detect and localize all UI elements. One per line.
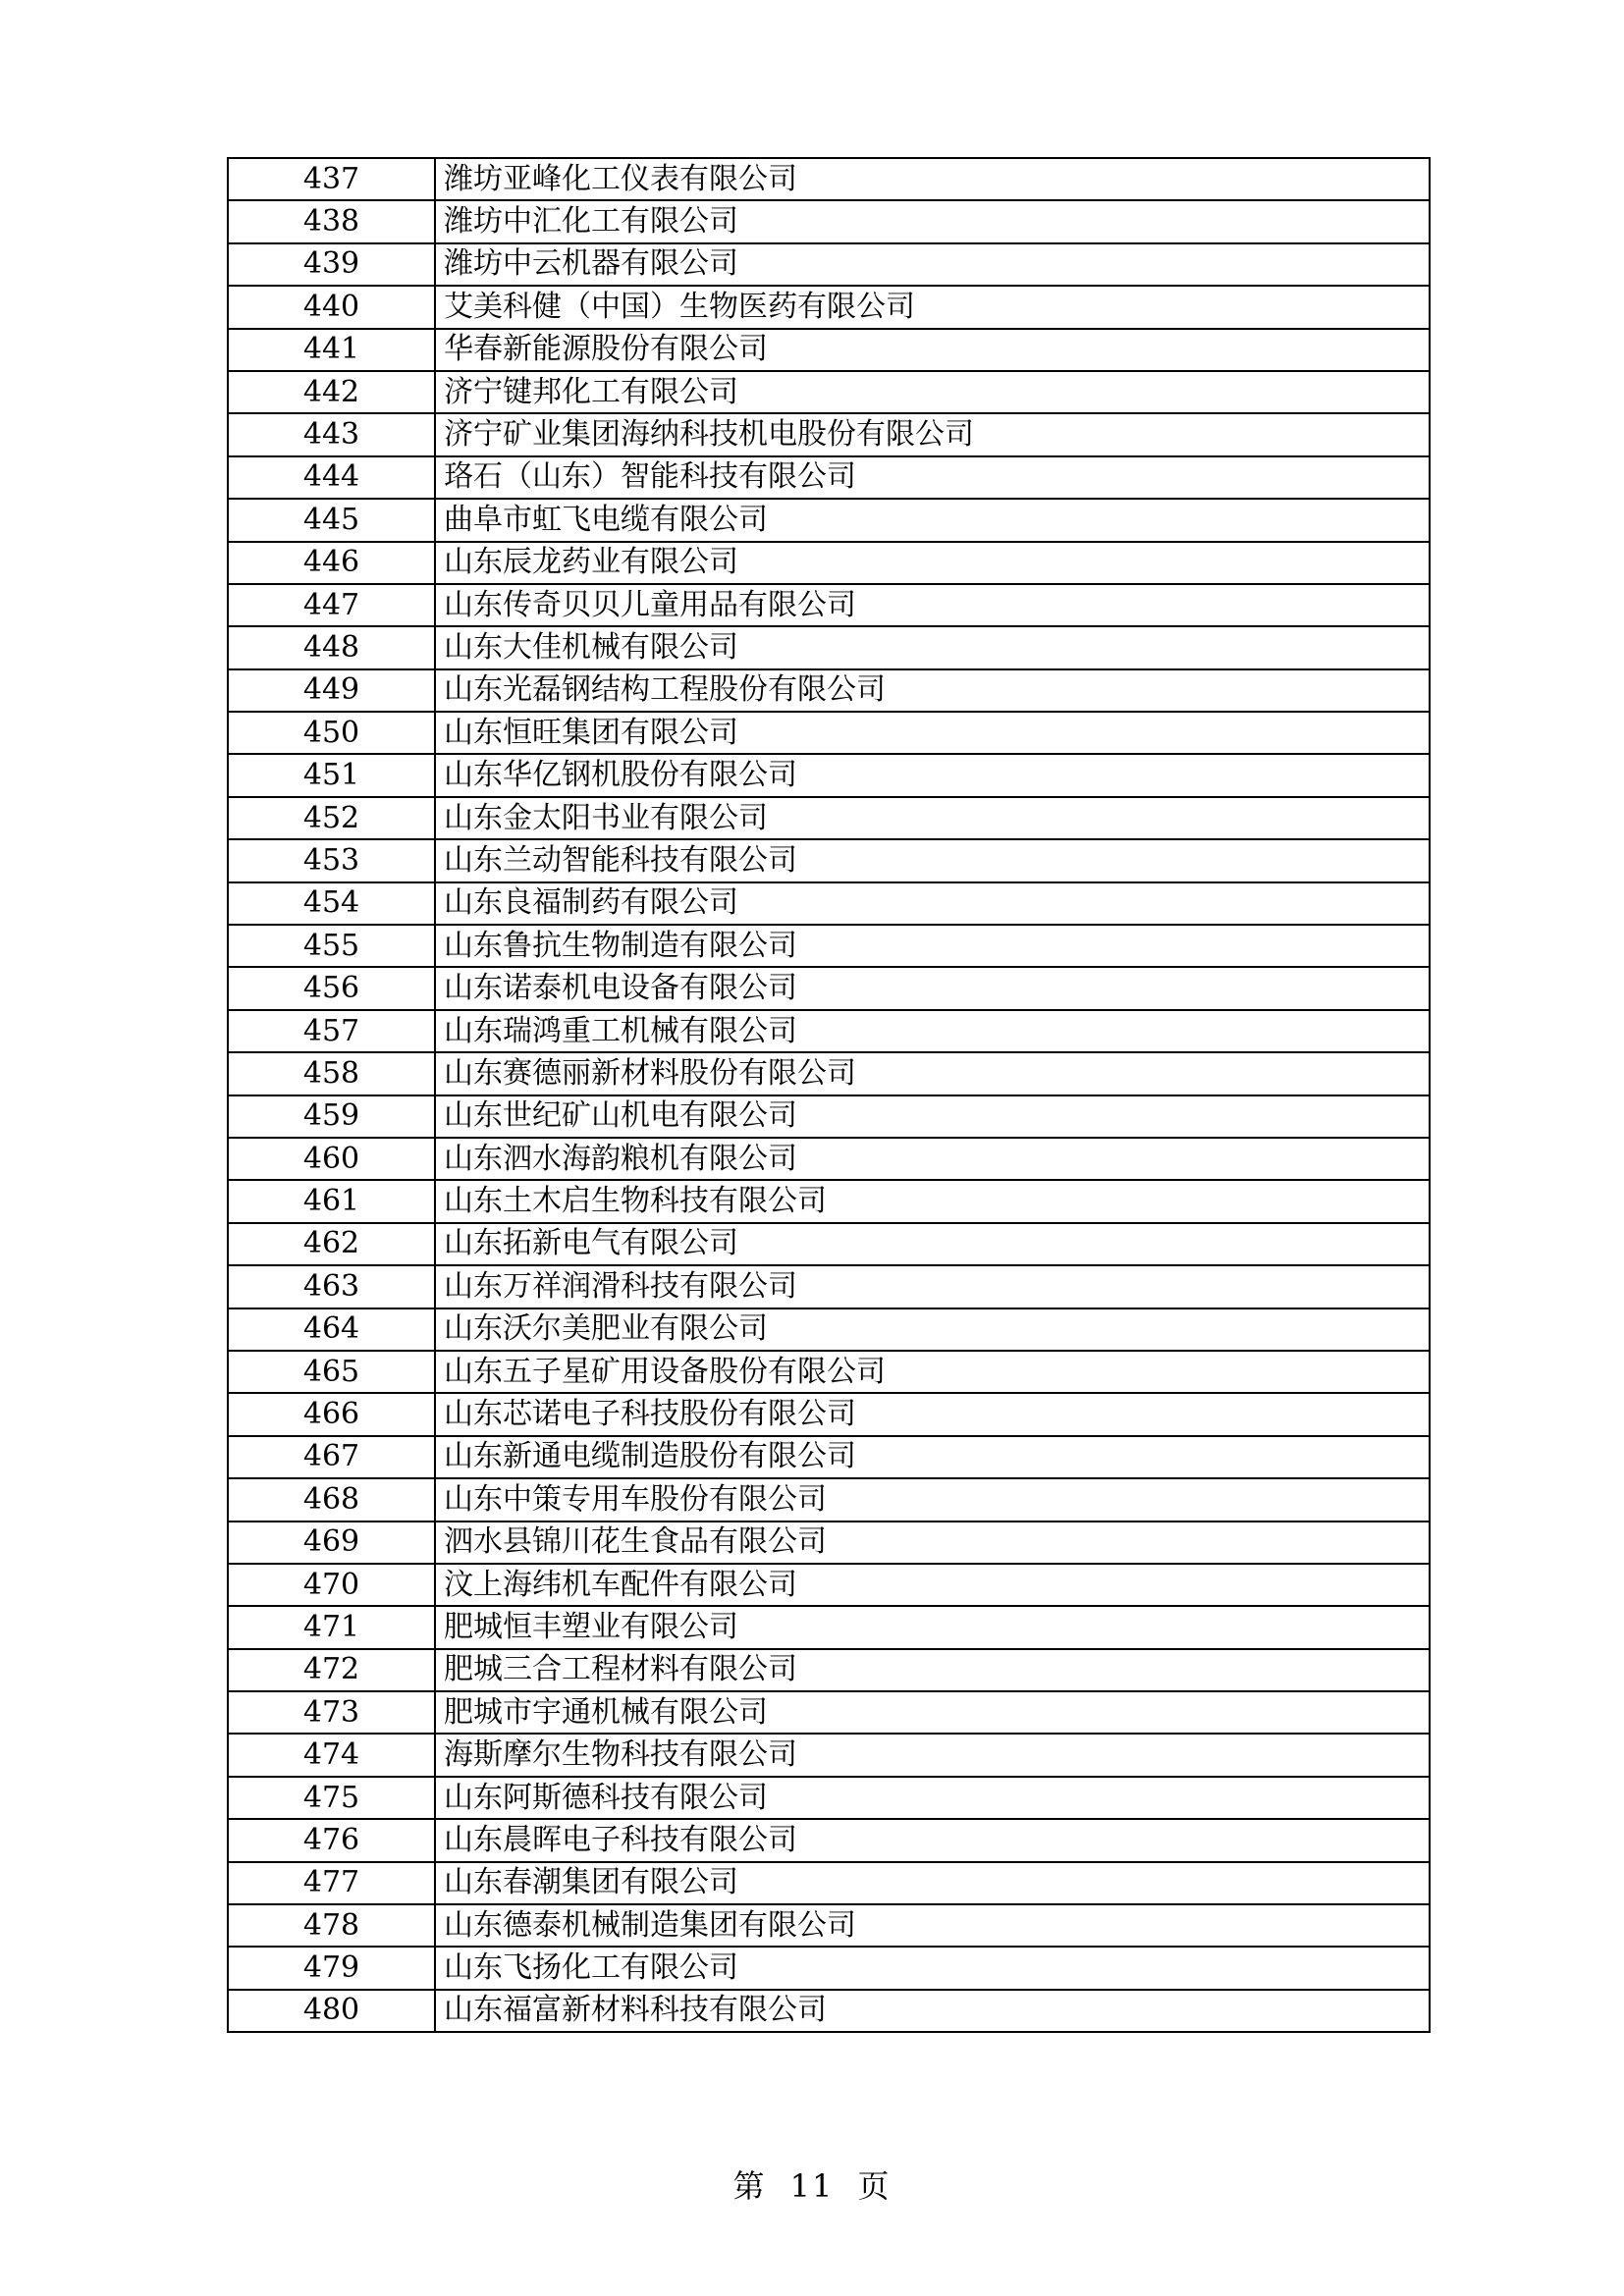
row-number-cell: 439: [228, 243, 435, 286]
company-name-cell: 肥城三合工程材料有限公司: [435, 1649, 1430, 1691]
company-name-cell: 山东芯诺电子科技股份有限公司: [435, 1393, 1430, 1435]
table-row: [228, 158, 1430, 200]
row-number-cell: 454: [228, 882, 435, 925]
company-name-cell: 山东春潮集团有限公司: [435, 1862, 1430, 1904]
row-number-cell: 462: [228, 1223, 435, 1265]
company-name-cell: 山东恒旺集团有限公司: [435, 712, 1430, 754]
table-row: [228, 712, 1430, 754]
row-number-cell: 455: [228, 925, 435, 967]
table-row: [228, 1734, 1430, 1776]
row-number-cell: 460: [228, 1138, 435, 1180]
row-number-cell: 438: [228, 200, 435, 242]
row-number-cell: 441: [228, 329, 435, 371]
company-name-cell: 山东阿斯德科技有限公司: [435, 1777, 1430, 1819]
table-row: [228, 1095, 1430, 1138]
company-name-cell: 曲阜市虹飞电缆有限公司: [435, 499, 1430, 541]
company-name-cell: 山东泗水海韵粮机有限公司: [435, 1138, 1430, 1180]
row-number-cell: 479: [228, 1947, 435, 1989]
company-name-cell: 山东诺泰机电设备有限公司: [435, 967, 1430, 1009]
table-row: [228, 1649, 1430, 1691]
company-name-cell: 山东金太阳书业有限公司: [435, 797, 1430, 839]
company-name-cell: 济宁键邦化工有限公司: [435, 371, 1430, 413]
row-number-cell: 464: [228, 1308, 435, 1351]
company-name-cell: 山东福富新材料科技有限公司: [435, 1990, 1430, 2032]
company-name-cell: 山东新通电缆制造股份有限公司: [435, 1436, 1430, 1478]
company-name-cell: 山东大佳机械有限公司: [435, 626, 1430, 668]
company-name-cell: 山东五子星矿用设备股份有限公司: [435, 1351, 1430, 1393]
company-name-cell: 山东世纪矿山机电有限公司: [435, 1095, 1430, 1138]
row-number-cell: 467: [228, 1436, 435, 1478]
row-number-cell: 476: [228, 1819, 435, 1861]
table-row: [228, 1265, 1430, 1308]
row-number-cell: 470: [228, 1564, 435, 1606]
table-row: [228, 413, 1430, 455]
row-number-cell: 458: [228, 1052, 435, 1095]
row-number-cell: 477: [228, 1862, 435, 1904]
company-name-cell: 肥城市宇通机械有限公司: [435, 1691, 1430, 1734]
row-number-cell: 471: [228, 1606, 435, 1648]
table-row: [228, 1777, 1430, 1819]
company-name-cell: 山东沃尔美肥业有限公司: [435, 1308, 1430, 1351]
table-row: [228, 839, 1430, 881]
table-row: [228, 371, 1430, 413]
company-name-cell: 山东瑞鸿重工机械有限公司: [435, 1010, 1430, 1052]
row-number-cell: 468: [228, 1478, 435, 1521]
table-row: [228, 329, 1430, 371]
table-row: [228, 1862, 1430, 1904]
company-name-cell: 山东中策专用车股份有限公司: [435, 1478, 1430, 1521]
row-number-cell: 478: [228, 1904, 435, 1947]
page-footer-suffix: 页: [857, 2167, 892, 2205]
page-footer-prefix: 第: [732, 2167, 767, 2205]
company-name-cell: 山东兰动智能科技有限公司: [435, 839, 1430, 881]
row-number-cell: 445: [228, 499, 435, 541]
company-name-cell: 潍坊中云机器有限公司: [435, 243, 1430, 286]
table-row: [228, 1522, 1430, 1564]
table-row: [228, 200, 1430, 242]
table-row: [228, 1351, 1430, 1393]
row-number-cell: 472: [228, 1649, 435, 1691]
table-row: [228, 1606, 1430, 1648]
company-name-cell: 山东传奇贝贝儿童用品有限公司: [435, 584, 1430, 626]
table-row: [228, 882, 1430, 925]
table-row: [228, 542, 1430, 584]
table-row: [228, 797, 1430, 839]
table-row: [228, 1819, 1430, 1861]
table-row: [228, 669, 1430, 712]
table-row: [228, 1990, 1430, 2032]
table-row: [228, 1010, 1430, 1052]
company-name-cell: 山东万祥润滑科技有限公司: [435, 1265, 1430, 1308]
table-row: [228, 1393, 1430, 1435]
table-row: [228, 1180, 1430, 1222]
row-number-cell: 447: [228, 584, 435, 626]
company-table: [227, 157, 1431, 2033]
table-row: [228, 243, 1430, 286]
row-number-cell: 469: [228, 1522, 435, 1564]
table-row: [228, 925, 1430, 967]
row-number-cell: 448: [228, 626, 435, 668]
company-name-cell: 山东赛德丽新材料股份有限公司: [435, 1052, 1430, 1095]
page-number: 11: [789, 2167, 835, 2205]
table-row: [228, 456, 1430, 499]
table-row: [228, 584, 1430, 626]
company-name-cell: 汶上海纬机车配件有限公司: [435, 1564, 1430, 1606]
table-row: [228, 1308, 1430, 1351]
company-name-cell: 艾美科健（中国）生物医药有限公司: [435, 286, 1430, 328]
table-row: [228, 286, 1430, 328]
row-number-cell: 446: [228, 542, 435, 584]
row-number-cell: 463: [228, 1265, 435, 1308]
company-name-cell: 济宁矿业集团海纳科技机电股份有限公司: [435, 413, 1430, 455]
row-number-cell: 452: [228, 797, 435, 839]
company-name-cell: 华春新能源股份有限公司: [435, 329, 1430, 371]
table-row: [228, 626, 1430, 668]
table-row: [228, 1904, 1430, 1947]
table-row: [228, 967, 1430, 1009]
row-number-cell: 440: [228, 286, 435, 328]
table-row: [228, 754, 1430, 796]
row-number-cell: 475: [228, 1777, 435, 1819]
table-row: [228, 1052, 1430, 1095]
row-number-cell: 443: [228, 413, 435, 455]
company-name-cell: 山东飞扬化工有限公司: [435, 1947, 1430, 1989]
company-table-body: [228, 158, 1430, 2032]
company-name-cell: 山东良福制药有限公司: [435, 882, 1430, 925]
row-number-cell: 457: [228, 1010, 435, 1052]
table-row: [228, 1138, 1430, 1180]
row-number-cell: 450: [228, 712, 435, 754]
table-row: [228, 499, 1430, 541]
row-number-cell: 474: [228, 1734, 435, 1776]
company-name-cell: 潍坊中汇化工有限公司: [435, 200, 1430, 242]
table-row: [228, 1691, 1430, 1734]
table-row: [228, 1947, 1430, 1989]
company-name-cell: 珞石（山东）智能科技有限公司: [435, 456, 1430, 499]
row-number-cell: 459: [228, 1095, 435, 1138]
table-row: [228, 1564, 1430, 1606]
table-row: [228, 1223, 1430, 1265]
row-number-cell: 465: [228, 1351, 435, 1393]
row-number-cell: 437: [228, 158, 435, 200]
company-name-cell: 山东鲁抗生物制造有限公司: [435, 925, 1430, 967]
company-name-cell: 山东拓新电气有限公司: [435, 1223, 1430, 1265]
table-row: [228, 1478, 1430, 1521]
company-name-cell: 泗水县锦川花生食品有限公司: [435, 1522, 1430, 1564]
row-number-cell: 444: [228, 456, 435, 499]
row-number-cell: 451: [228, 754, 435, 796]
company-name-cell: 山东土木启生物科技有限公司: [435, 1180, 1430, 1222]
company-name-cell: 海斯摩尔生物科技有限公司: [435, 1734, 1430, 1776]
row-number-cell: 466: [228, 1393, 435, 1435]
company-name-cell: 山东晨晖电子科技有限公司: [435, 1819, 1430, 1861]
row-number-cell: 449: [228, 669, 435, 712]
company-name-cell: 山东华亿钢机股份有限公司: [435, 754, 1430, 796]
company-name-cell: 山东德泰机械制造集团有限公司: [435, 1904, 1430, 1947]
table-row: [228, 1436, 1430, 1478]
row-number-cell: 473: [228, 1691, 435, 1734]
company-name-cell: 潍坊亚峰化工仪表有限公司: [435, 158, 1430, 200]
company-name-cell: 山东光磊钢结构工程股份有限公司: [435, 669, 1430, 712]
company-name-cell: 山东辰龙药业有限公司: [435, 542, 1430, 584]
row-number-cell: 456: [228, 967, 435, 1009]
row-number-cell: 480: [228, 1990, 435, 2032]
row-number-cell: 461: [228, 1180, 435, 1222]
page-footer: [0, 2162, 1624, 2207]
row-number-cell: 453: [228, 839, 435, 881]
row-number-cell: 442: [228, 371, 435, 413]
company-name-cell: 肥城恒丰塑业有限公司: [435, 1606, 1430, 1648]
